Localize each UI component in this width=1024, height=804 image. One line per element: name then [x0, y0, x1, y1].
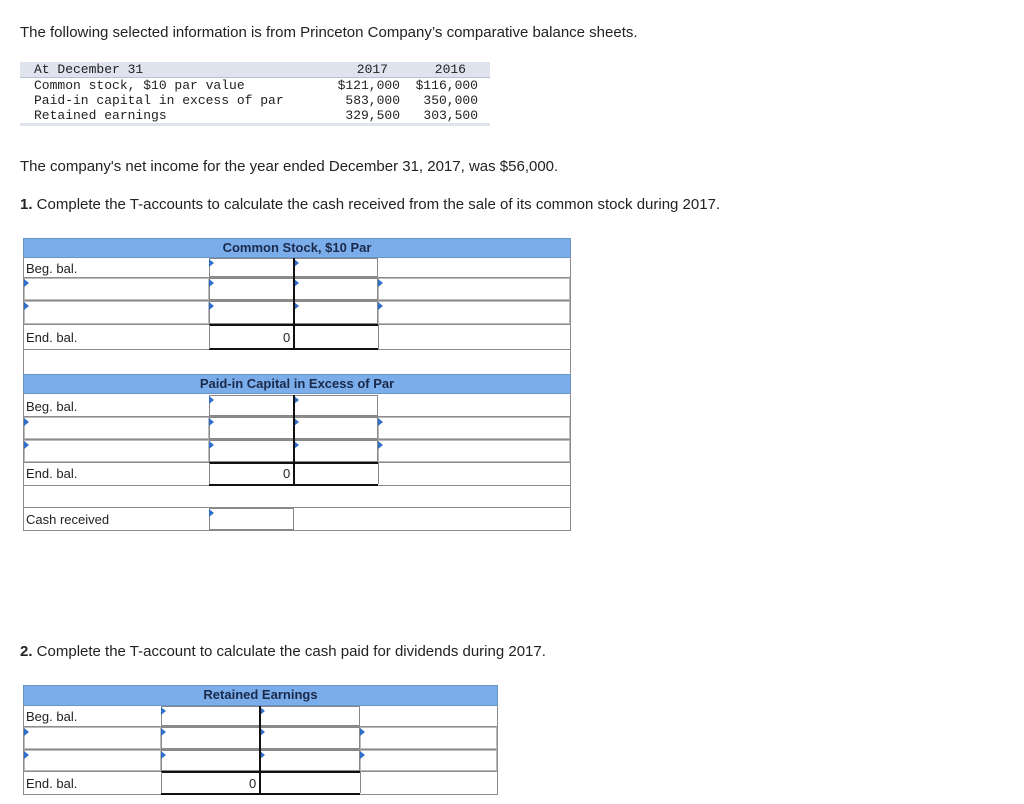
row-value-2017: $121,000: [337, 78, 400, 93]
input-marker-icon: [209, 418, 214, 426]
retained-end-value: 0: [249, 776, 257, 791]
re-credit-amount-input-1[interactable]: [260, 727, 360, 749]
cs-debit-label-input-1[interactable]: [24, 278, 209, 300]
re-debit-label-input-2[interactable]: [24, 750, 161, 771]
divider: [570, 350, 571, 375]
divider: [378, 463, 379, 484]
total-rule: [209, 324, 378, 326]
input-marker-icon: [24, 279, 29, 287]
cs-debit-label-input-2[interactable]: [24, 301, 209, 324]
input-marker-icon: [209, 279, 214, 287]
input-marker-icon: [209, 302, 214, 310]
row-value-2017: 583,000: [345, 93, 400, 108]
question-1: [20, 196, 720, 213]
cs-credit-label-input-1[interactable]: [378, 278, 570, 300]
input-marker-icon: [24, 751, 29, 759]
question-2: [20, 643, 546, 660]
re-credit-beg-input[interactable]: [260, 706, 360, 726]
cash-received-label: Cash received: [26, 512, 110, 527]
total-rule: [209, 462, 378, 464]
re-credit-label-input-1[interactable]: [360, 727, 497, 749]
paid-in-end-value: 0: [283, 466, 291, 481]
row-label: Paid-in capital in excess of par: [34, 93, 284, 108]
cash-received-input[interactable]: [209, 508, 294, 530]
retained-title: Retained Earnings: [203, 687, 318, 702]
input-marker-icon: [161, 707, 166, 715]
common-stock-header: [23, 238, 571, 258]
cs-debit-beg-input[interactable]: [209, 258, 294, 277]
common-stock-end-label: End. bal.: [26, 330, 78, 345]
t-account-center-line: [259, 706, 261, 794]
row-value-2016: 303,500: [423, 108, 478, 123]
re-credit-amount-input-2[interactable]: [260, 750, 360, 771]
question-1-number: 1.: [20, 196, 33, 213]
divider: [570, 393, 571, 531]
input-marker-icon: [378, 418, 383, 426]
pic-debit-label-input-1[interactable]: [24, 417, 209, 439]
table-bottom-rule: [20, 123, 490, 126]
retained-header: [23, 685, 498, 706]
total-rule: [161, 771, 360, 773]
input-marker-icon: [209, 509, 214, 517]
divider: [570, 257, 571, 350]
net-income-text: The company's net income for the year ended December 31, 2017, was $56,000.: [20, 158, 559, 175]
pic-credit-label-input-2[interactable]: [378, 440, 570, 462]
question-1-text: Complete the T-accounts to calculate the cash received from the sale of its common stock during 2017.: [32, 196, 721, 213]
divider: [209, 325, 210, 349]
re-debit-beg-input[interactable]: [161, 706, 260, 726]
total-rule: [209, 484, 378, 486]
row-label: Retained earnings: [34, 108, 167, 123]
row-value-2017: 329,500: [345, 108, 400, 123]
divider: [23, 530, 570, 531]
input-marker-icon: [360, 728, 365, 736]
paid-in-end-label: End. bal.: [26, 466, 78, 481]
row-value-2016: $116,000: [415, 78, 478, 93]
divider: [23, 350, 24, 375]
input-marker-icon: [209, 441, 214, 449]
question-2-number: 2.: [20, 643, 33, 660]
input-marker-icon: [360, 751, 365, 759]
cs-debit-amount-input-1[interactable]: [209, 278, 294, 300]
pic-debit-amount-input-1[interactable]: [209, 417, 294, 439]
input-marker-icon: [24, 302, 29, 310]
re-debit-amount-input-2[interactable]: [161, 750, 260, 771]
re-debit-label-input-1[interactable]: [24, 727, 161, 749]
input-marker-icon: [378, 279, 383, 287]
cs-credit-beg-input[interactable]: [294, 258, 378, 277]
paid-in-header: [23, 374, 571, 394]
common-stock-title: Common Stock, $10 Par: [222, 240, 372, 255]
pic-credit-beg-input[interactable]: [294, 395, 378, 416]
divider: [161, 772, 162, 793]
pic-debit-label-input-2[interactable]: [24, 440, 209, 462]
cs-debit-amount-input-2[interactable]: [209, 301, 294, 324]
input-marker-icon: [378, 441, 383, 449]
paid-in-beg-label: Beg. bal.: [26, 399, 78, 414]
input-marker-icon: [24, 441, 29, 449]
total-rule: [161, 793, 360, 795]
re-credit-label-input-2[interactable]: [360, 750, 497, 771]
t-account-center-line: [293, 395, 295, 485]
pic-debit-beg-input[interactable]: [209, 395, 294, 416]
input-marker-icon: [161, 751, 166, 759]
divider: [497, 705, 498, 795]
table-row: [20, 108, 490, 123]
divider: [209, 463, 210, 484]
input-marker-icon: [378, 302, 383, 310]
intro-text: The following selected information is from Princeton Company’s comparative balance sheets.: [20, 24, 638, 41]
header-2017: 2017: [356, 62, 388, 77]
input-marker-icon: [209, 396, 214, 404]
divider: [360, 772, 361, 793]
row-label: Common stock, $10 par value: [34, 78, 245, 93]
total-rule: [209, 348, 378, 350]
input-marker-icon: [24, 728, 29, 736]
header-2016: 2016: [434, 62, 466, 77]
common-stock-beg-label: Beg. bal.: [26, 261, 78, 276]
table-row: [20, 78, 490, 93]
input-marker-icon: [24, 418, 29, 426]
re-debit-amount-input-1[interactable]: [161, 727, 260, 749]
pic-credit-label-input-1[interactable]: [378, 417, 570, 439]
divider: [23, 507, 570, 508]
cs-credit-amount-input-2[interactable]: [294, 301, 378, 324]
pic-credit-amount-input-1[interactable]: [294, 417, 378, 439]
header-label: At December 31: [34, 62, 144, 77]
table-row: [20, 93, 490, 108]
cs-credit-label-input-2[interactable]: [378, 301, 570, 324]
input-marker-icon: [209, 259, 214, 267]
balance-sheet-table: [20, 62, 490, 126]
t-account-center-line: [293, 258, 295, 349]
cs-credit-amount-input-1[interactable]: [294, 278, 378, 300]
question-2-text: Complete the T-account to calculate the cash paid for dividends during 2017.: [32, 643, 546, 660]
divider: [378, 325, 379, 349]
pic-debit-amount-input-2[interactable]: [209, 440, 294, 462]
paid-in-title: Paid-in Capital in Excess of Par: [199, 376, 395, 391]
retained-end-label: End. bal.: [26, 776, 78, 791]
retained-beg-label: Beg. bal.: [26, 709, 78, 724]
pic-credit-amount-input-2[interactable]: [294, 440, 378, 462]
common-stock-end-value: 0: [283, 330, 291, 345]
row-value-2016: 350,000: [423, 93, 478, 108]
balance-sheet-header: [20, 62, 490, 78]
input-marker-icon: [161, 728, 166, 736]
